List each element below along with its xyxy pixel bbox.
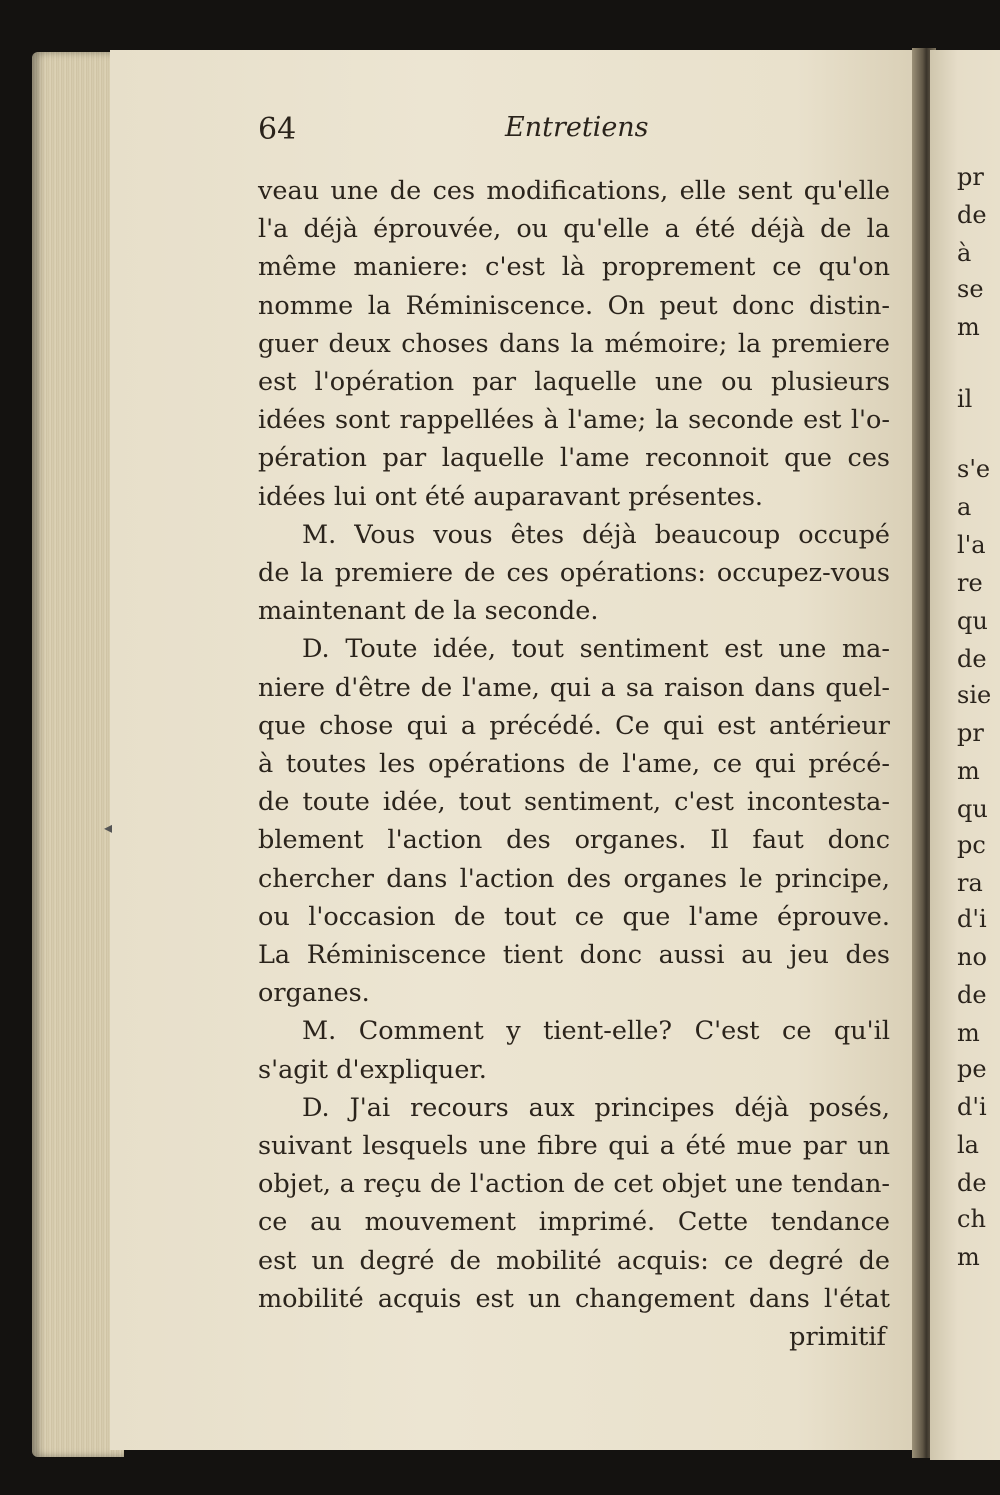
text-line: La Réminiscence tient donc aussi au jeu des bbox=[258, 940, 890, 971]
facing-page-fragment: il bbox=[957, 385, 973, 413]
margin-mark-icon: ◂ bbox=[104, 818, 113, 837]
text-line: objet, a reçu de l'action de cet objet une tendan- bbox=[258, 1169, 890, 1200]
text-line: suivant lesquels une fibre qui a été mue par un bbox=[258, 1131, 890, 1162]
facing-page-fragment: ch bbox=[957, 1205, 986, 1233]
text-line: s'agit d'expliquer. bbox=[258, 1054, 487, 1085]
text-line: blement l'action des organes. Il faut donc bbox=[258, 825, 890, 856]
text-line: D. Toute idée, tout sentiment est une ma- bbox=[302, 634, 890, 665]
facing-page-fragment: m bbox=[957, 313, 980, 341]
facing-page-fragment: se bbox=[957, 275, 984, 303]
text-line: de toute idée, tout sentiment, c'est incontesta- bbox=[258, 787, 890, 818]
facing-page-fragment: s'e bbox=[957, 455, 991, 483]
facing-page-fragment: de bbox=[957, 201, 987, 229]
text-line: est l'opération par laquelle une ou plusieurs bbox=[258, 367, 890, 398]
facing-page-fragment: pe bbox=[957, 1055, 987, 1083]
facing-page-fragment: de bbox=[957, 981, 987, 1009]
text-line: maintenant de la seconde. bbox=[258, 596, 599, 627]
facing-page-fragment: à bbox=[957, 239, 972, 267]
facing-page-fragment: de bbox=[957, 645, 987, 673]
text-line: ce au mouvement imprimé. Cette tendance bbox=[258, 1207, 890, 1238]
text-line: est un degré de mobilité acquis: ce degré de bbox=[258, 1245, 890, 1276]
text-line: que chose qui a précédé. Ce qui est antérieur bbox=[258, 710, 890, 741]
text-line: chercher dans l'action des organes le principe, bbox=[258, 863, 890, 894]
text-line: nomme la Réminiscence. On peut donc distin- bbox=[258, 290, 890, 321]
facing-page-fragment: re bbox=[957, 569, 983, 597]
catchword: primitif bbox=[789, 1322, 886, 1353]
facing-page-fragment: pr bbox=[957, 719, 984, 747]
facing-page-fragment: d'i bbox=[957, 905, 987, 933]
facing-page-fragment: la bbox=[957, 1131, 979, 1159]
text-line: M. Vous vous êtes déjà beaucoup occupé bbox=[302, 519, 890, 550]
text-line: pération par laquelle l'ame reconnoit que ces bbox=[258, 443, 890, 474]
facing-page-fragment: qu bbox=[957, 795, 988, 823]
body-text bbox=[258, 172, 890, 1356]
text-line: de la premiere de ces opérations: occupez-vous bbox=[258, 558, 890, 589]
running-head: Entretiens bbox=[505, 112, 649, 143]
page-number: 64 bbox=[258, 112, 297, 147]
text-line: D. J'ai recours aux principes déjà posés, bbox=[302, 1092, 890, 1123]
text-line: ou l'occasion de tout ce que l'ame éprouve. bbox=[258, 901, 890, 932]
facing-page-fragment: ra bbox=[957, 869, 983, 897]
facing-page-fragment: no bbox=[957, 943, 987, 971]
text-line: idées sont rappellées à l'ame; la seconde est l'o- bbox=[258, 405, 890, 436]
facing-page-fragment: de bbox=[957, 1169, 987, 1197]
text-line: M. Comment y tient-elle? C'est ce qu'il bbox=[302, 1016, 890, 1047]
facing-page-fragment: l'a bbox=[957, 531, 986, 559]
text-line: organes. bbox=[258, 978, 370, 1009]
facing-page-fragment: a bbox=[957, 493, 972, 521]
text-line: veau une de ces modifications, elle sent qu'elle bbox=[258, 176, 890, 206]
text-line: niere d'être de l'ame, qui a sa raison dans quel- bbox=[258, 672, 890, 703]
text-line: à toutes les opérations de l'ame, ce qui précé- bbox=[258, 749, 890, 780]
facing-page-fragment: m bbox=[957, 757, 980, 785]
facing-page-fragment: m bbox=[957, 1019, 980, 1047]
facing-page-fragment: sie bbox=[957, 681, 992, 709]
facing-page-fragment: qu bbox=[957, 607, 988, 635]
text-line: même maniere: c'est là proprement ce qu'on bbox=[258, 252, 890, 283]
text-line: mobilité acquis est un changement dans l'état bbox=[258, 1283, 890, 1314]
facing-page-fragment: pr bbox=[957, 163, 984, 191]
text-line: l'a déjà éprouvée, ou qu'elle a été déjà de la bbox=[258, 214, 890, 245]
text-line: guer deux choses dans la mémoire; la premiere bbox=[258, 328, 890, 359]
facing-page-fragment: pc bbox=[957, 831, 986, 859]
facing-page-fragment: m bbox=[957, 1243, 980, 1271]
facing-page-fragment: d'i bbox=[957, 1093, 987, 1121]
text-line: idées lui ont été auparavant présentes. bbox=[258, 481, 764, 512]
